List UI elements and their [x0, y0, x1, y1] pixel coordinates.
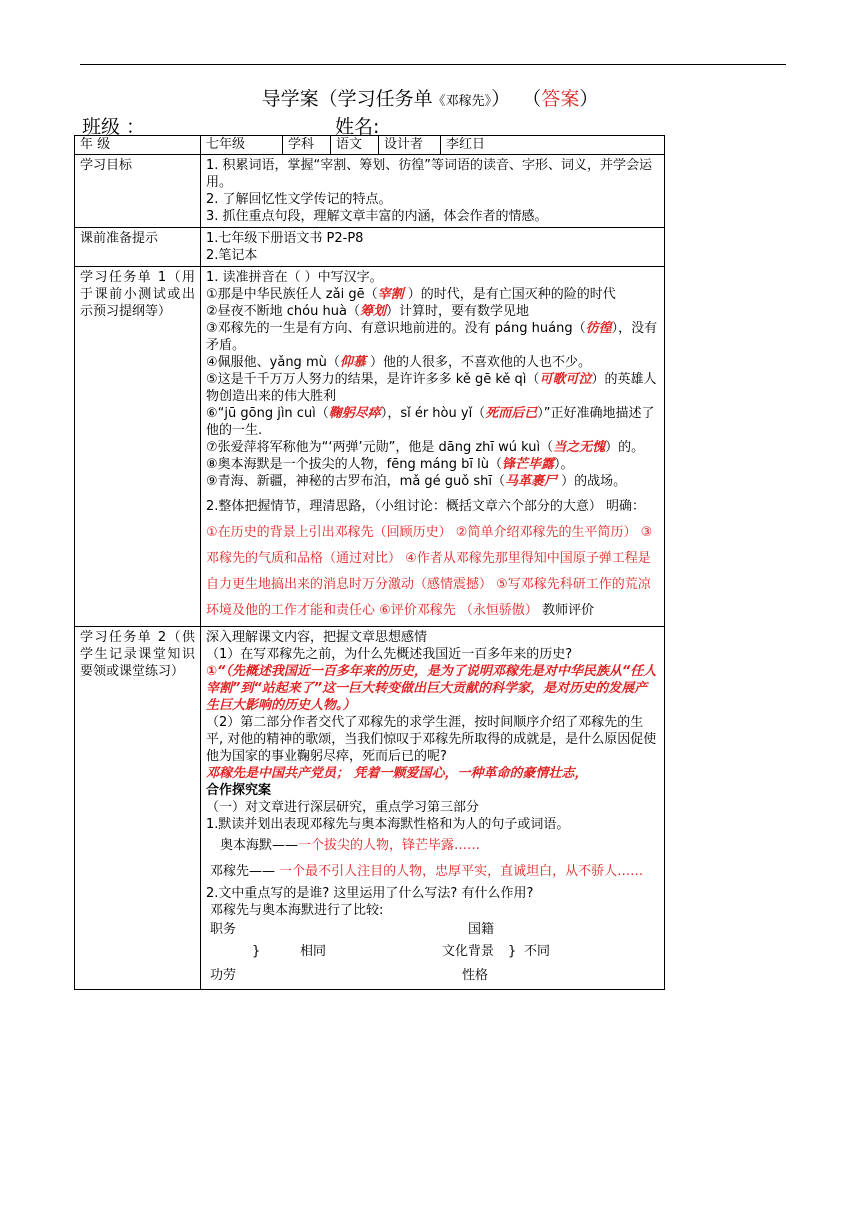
pinyin-line — [206, 371, 659, 405]
pinyin-line — [206, 320, 659, 354]
compare-brace-left: } — [252, 944, 261, 959]
goal-item: 1. 积累词语，掌握“宰割、筹划、彷徨”等词语的读音、字形、词义，并学会运用。 — [206, 158, 653, 190]
page-title — [0, 84, 860, 111]
line-answer: 彷徨 — [585, 321, 612, 336]
task2-content — [201, 627, 665, 990]
task2-q2: （2）第二部分作者交代了邓稼先的求学生涯，按时间顺序介绍了邓稼先的生平, 对他的精神的歌颂，当我们惊叹于邓稼先所取得的成就是，是什么原因促使他为国家的事业鞠躬尽瘁，死而后已的呢? — [206, 715, 657, 764]
line-text: ⑨青海、新疆，神秘的古罗布泊，mǎ gé guǒ shī（ — [206, 474, 506, 489]
prep-row — [75, 228, 665, 267]
title-close: ） — [491, 88, 511, 110]
subject-value: 语文 — [331, 136, 379, 155]
line-answer: 筹划 — [359, 304, 386, 319]
deng-answer: 一个最不引人注目的人物，忠厚平实，直诚坦白，从不骄人…… — [275, 864, 644, 879]
prep-item: 2.笔记本 — [206, 248, 258, 263]
name-label: 姓名: — [335, 116, 380, 138]
line-answer: 鞠躬尽瘁 — [328, 406, 381, 421]
line-answer: 宰割 — [377, 287, 404, 302]
line-text: ），sǐ ér hòu yǐ（ — [380, 406, 486, 421]
oppen-label: 奥本海默—— — [220, 838, 299, 853]
prep-item: 1.七年级下册语文书 P2-P8 — [206, 231, 364, 246]
compare-culture: 文化背景 — [442, 944, 495, 959]
designer-label: 设计者 — [379, 136, 441, 155]
deng-label: 邓稼先—— — [210, 864, 276, 879]
deng-line — [206, 859, 659, 885]
task2-a2: 邓稼先是中国共产党员； 凭着一颗爱国心，一种革命的豪情壮志， — [206, 766, 588, 781]
task1-q2-answer — [206, 520, 659, 624]
line-text: ）他的人很多，不喜欢他的人也不少。 — [365, 355, 591, 370]
prep-content — [201, 228, 665, 267]
coop-sub: （一）对文章进行深层研究，重点学习第三部分 — [206, 800, 480, 815]
line-text: ）计算时，要有数学见地 — [385, 304, 529, 319]
line-text: ⑥“jū gōng jìn cuì（ — [206, 406, 329, 421]
line-text: ）的战场。 — [557, 474, 627, 489]
compare-nationality: 国籍 — [468, 922, 495, 937]
task2-row — [75, 627, 665, 990]
compare-brace-right: } — [508, 944, 517, 959]
line-text: ④佩服他、yǎng mù（ — [206, 355, 340, 370]
pinyin-line — [206, 354, 659, 371]
grade-label: 年 级 — [75, 136, 201, 155]
title-answer-close: ） — [579, 88, 599, 110]
task2-intro: 深入理解课文内容，把握文章思想感情 — [206, 630, 428, 645]
pinyin-line — [206, 439, 659, 456]
title-book: 《邓稼先》 — [432, 94, 492, 109]
line-text: ），没有矛盾。 — [206, 321, 658, 353]
coop-title: 合作探究案 — [206, 783, 272, 798]
designer-value: 李红日 — [441, 136, 665, 155]
line-text: ②昼夜不断地 chóu huà（ — [206, 304, 360, 319]
pinyin-line — [206, 473, 659, 490]
compare-character: 性格 — [462, 968, 489, 983]
class-label: 班级 ： — [82, 116, 146, 138]
header-rule — [80, 64, 786, 65]
compare-diff: 不同 — [524, 944, 551, 959]
title-answer-open: （ — [522, 88, 542, 110]
q2-tail: 教师评价 — [542, 603, 595, 618]
q2-answer-text: ①在历史的背景上引出邓稼先（回顾历史） ②简单介绍邓稼先的生平简历） ③邓稼先的气质和品格（通过对比） ④作者从邓稼先那里得知中国原子弹工程是自力更生地搞出来的消息时万分激动（感情震撼） ⑤写邓稼先科研工作的荒凉环境及他的工作才能和责任心 ⑥评价邓稼先 （永恒骄傲） — [206, 525, 653, 618]
line-text: ⑦张爱萍将军称他为“‘两弹’元勋”，他是 dāng zhī wú kuì（ — [206, 440, 554, 455]
line-answer: 死而后已 — [485, 406, 538, 421]
task2-label: 学习任务单 2（供学生记录课堂知识要领或课堂练习） — [75, 627, 201, 990]
line-text: ）的。 — [605, 440, 645, 455]
compare-same: 相同 — [300, 944, 327, 959]
goals-row — [75, 155, 665, 228]
line-text: ）的时代，是有亡国灭种的险的时代 — [403, 287, 616, 302]
compare-merit: 功劳 — [210, 968, 237, 983]
task1-label: 学习任务单 1（用于课前小测试或出示预习提纲等） — [75, 267, 201, 627]
pinyin-line — [206, 286, 659, 303]
compare-intro: 邓稼先与奥本海默进行了比较: — [210, 903, 384, 918]
line-answer: 可歌可泣 — [539, 372, 592, 387]
task1-row — [75, 267, 665, 627]
meta-row — [75, 136, 665, 155]
coop-q2: 2.文中重点写的是谁? 这里运用了什么写法? 有什么作用? — [206, 886, 534, 901]
line-text: ①那是中华民族任人 zǎi gē（ — [206, 287, 378, 302]
task2-a1: ①“（先概述我国近一百多年来的历史，是为了说明邓稼先是对中华民族从“任人宰割”到“站起来了”这一巨大转变做出巨大贡献的科学家，是对历史的发展产生巨大影响的历史人物。） — [206, 664, 657, 713]
title-main: 导学案（学习任务单 — [261, 88, 433, 110]
line-text: ⑤这是千千万万人努力的结果，是许许多多 kě gē kě qì（ — [206, 372, 540, 387]
line-text: ）”正好准确地描述了他的一生. — [206, 406, 655, 438]
task2-q1: （1）在写邓稼先之前，为什么先概述我国近一百多年来的历史? — [206, 647, 573, 662]
goal-item: 2. 了解回忆性文学传记的特点。 — [206, 192, 392, 207]
line-text: ⑧奥本海默是一个拔尖的人物，fēng máng bī lù（ — [206, 457, 502, 472]
pinyin-line — [206, 303, 659, 320]
line-text: ）。 — [553, 457, 574, 472]
coop-q1: 1.默读并划出表现邓稼先与奥本海默性格和为人的句子或词语。 — [206, 817, 570, 832]
task1-q2-title: 2.整体把握情节，理清思路，（小组讨论：概括文章六个部分的大意） 明确： — [206, 499, 646, 514]
compare-block — [206, 919, 659, 987]
goals-label: 学习目标 — [75, 155, 201, 228]
line-text: ）的英雄人物创造出来的伟大胜利 — [206, 372, 657, 404]
line-answer: 当之无愧 — [553, 440, 606, 455]
task1-content — [201, 267, 665, 627]
study-table — [74, 135, 665, 990]
goal-item: 3. 抓住重点句段，理解文章丰富的内涵，体会作者的情感。 — [206, 209, 548, 224]
compare-job: 职务 — [210, 922, 237, 937]
subject-label: 学科 — [283, 136, 331, 155]
goals-content — [201, 155, 665, 228]
line-answer: 马革裹尸 — [505, 474, 558, 489]
title-answer: 答案 — [541, 88, 580, 110]
line-text: ③邓稼先的一生是有方向、有意识地前进的。没有 páng huáng（ — [206, 321, 586, 336]
grade-value: 七年级 — [201, 136, 283, 155]
pinyin-line — [206, 405, 659, 439]
oppen-answer: 一个拔尖的人物，锋芒毕露…… — [298, 838, 481, 853]
oppenheimer-line — [206, 833, 659, 859]
line-answer: 仰慕 — [339, 355, 366, 370]
task1-q1-title: 1. 读准拼音在（ ）中写汉字。 — [206, 270, 383, 285]
line-answer: 锋芒毕露 — [501, 457, 554, 472]
prep-label: 课前准备提示 — [75, 228, 201, 267]
pinyin-line — [206, 456, 659, 473]
